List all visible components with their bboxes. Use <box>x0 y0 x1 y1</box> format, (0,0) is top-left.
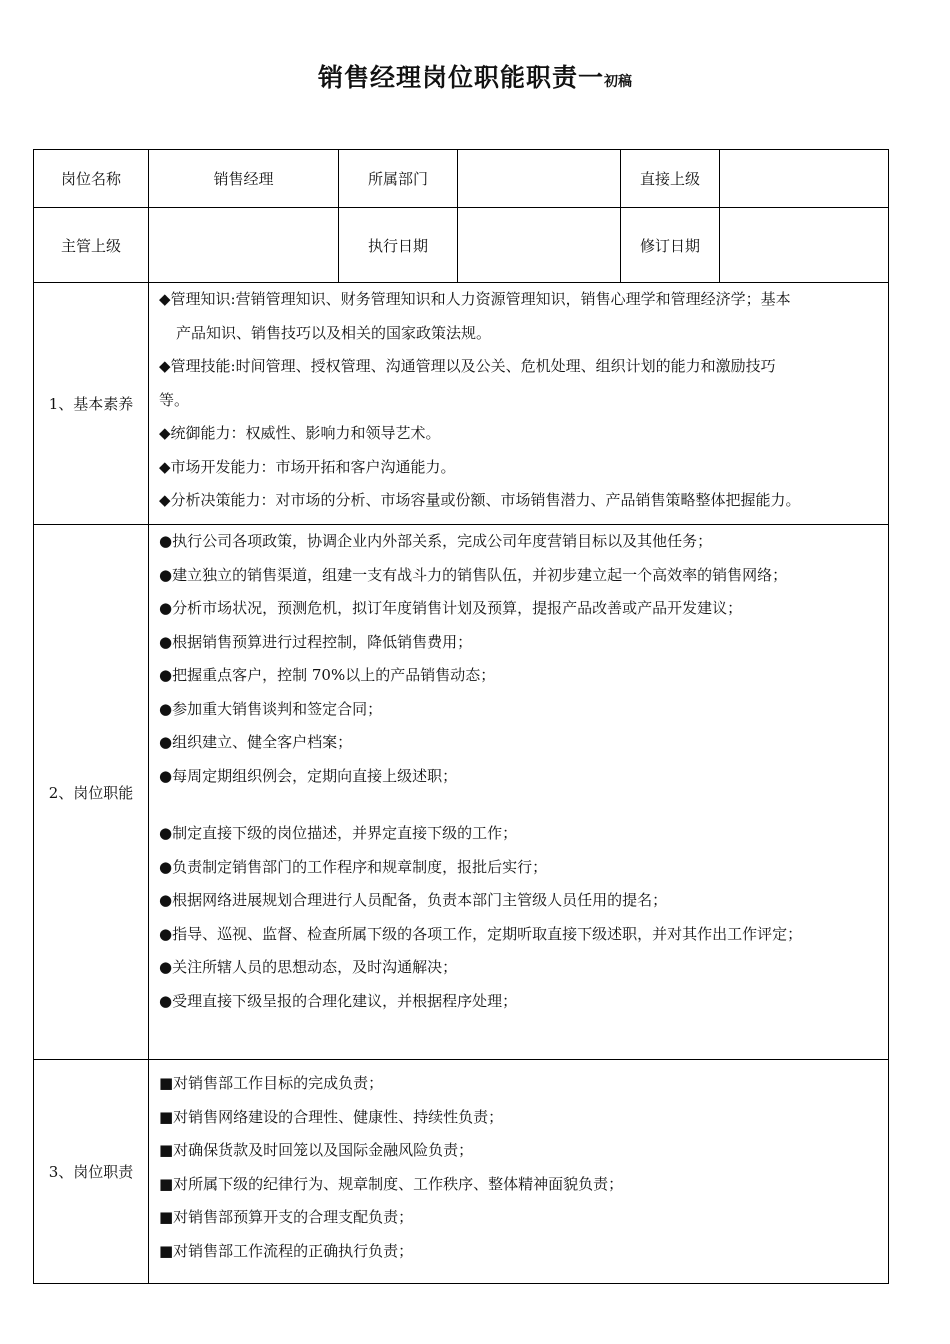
direct-superior-label: 直接上级 <box>621 150 720 208</box>
section-content <box>149 283 889 525</box>
department-label: 所属部门 <box>339 150 458 208</box>
title-draft-note: 初稿 <box>604 74 632 90</box>
list-item: ●分析市场状况，预测危机，拟订年度销售计划及预算，提报产品改善或产品开发建议； <box>159 599 743 617</box>
header-row-2 <box>34 208 889 283</box>
list-item: ●根据销售预算进行过程控制，降低销售费用； <box>159 632 473 651</box>
list-item: ●负责制定销售部门的工作程序和规章制度，报批后实行； <box>159 857 548 876</box>
list-item: ●制定直接下级的岗位描述，并界定直接下级的工作； <box>159 824 518 842</box>
list-item: ●建立独立的销售渠道，组建一支有战斗力的销售队伍，并初步建立起一个高效率的销售网络； <box>159 565 788 584</box>
list-item: ●关注所辖人员的思想动态，及时沟通解决； <box>159 958 458 976</box>
list-item: ●执行公司各项政策，协调企业内外部关系，完成公司年度营销目标以及其他任务； <box>159 532 713 550</box>
header-row-1 <box>34 150 889 208</box>
list-item: ●每周定期组织例会，定期向直接上级述职； <box>159 766 458 785</box>
list-item: ■对销售部预算开支的合理支配负责； <box>159 1208 414 1226</box>
supervisor-value <box>149 208 339 283</box>
list-item: ◆管理技能:时间管理、授权管理、沟通管理以及公关、危机处理、组织计划的能力和激励技巧 <box>159 357 776 375</box>
department-value <box>458 150 621 208</box>
document-title <box>0 58 950 94</box>
list-item: ●受理直接下级呈报的合理化建议，并根据程序处理； <box>159 991 518 1010</box>
section-label: 1、基本素养 <box>34 283 149 525</box>
effective-date-label: 执行日期 <box>339 208 458 283</box>
list-item: 产品知识、销售技巧以及相关的国家政策法规。 <box>176 323 492 342</box>
section-basic-qualities <box>34 283 889 525</box>
section-content <box>149 1060 889 1284</box>
section-label: 2、岗位职能 <box>34 525 149 1060</box>
list-item: ●根据网络进展规划合理进行人员配备，负责本部门主管级人员任用的提名； <box>159 891 668 909</box>
list-item: ■对销售网络建设的合理性、健康性、持续性负责； <box>159 1107 504 1126</box>
revision-date-value <box>720 208 889 283</box>
effective-date-value <box>458 208 621 283</box>
list-item: ●参加重大销售谈判和签定合同； <box>159 699 383 718</box>
direct-superior-value <box>720 150 889 208</box>
job-title-label: 岗位名称 <box>34 150 149 208</box>
list-item: 等。 <box>159 390 190 409</box>
list-item: ●指导、巡视、监督、检查所属下级的各项工作，定期听取直接下级述职，并对其作出工作评定； <box>159 924 803 943</box>
spacer <box>159 793 882 817</box>
section-label: 3、岗位职责 <box>34 1060 149 1284</box>
list-item: ■对销售部工作目标的完成负责； <box>159 1074 384 1092</box>
section-responsibilities <box>34 1060 889 1284</box>
supervisor-label: 主管上级 <box>34 208 149 283</box>
list-item: ■对销售部工作流程的正确执行负责； <box>159 1241 414 1260</box>
list-item: ●把握重点客户，控制 70%以上的产品销售动态； <box>159 666 496 684</box>
list-item: ◆管理知识:营销管理知识、财务管理知识和人力资源管理知识，销售心理学和管理经济学；基本 <box>159 290 791 308</box>
job-description-table <box>33 149 889 1284</box>
title-main: 销售经理岗位职能职责一 <box>317 63 604 92</box>
section-content <box>149 525 889 1060</box>
revision-date-label: 修订日期 <box>621 208 720 283</box>
list-item: ■对所属下级的纪律行为、规章制度、工作秩序、整体精神面貌负责； <box>159 1174 624 1193</box>
list-item: ■对确保货款及时回笼以及国际金融风险负责； <box>159 1141 474 1159</box>
list-item: ◆分析决策能力：对市场的分析、市场容量或份额、市场销售潜力、产品销售策略整体把握能力。 <box>159 491 801 509</box>
job-title-value: 销售经理 <box>149 150 339 208</box>
list-item: ◆市场开发能力：市场开拓和客户沟通能力。 <box>159 457 456 476</box>
list-item: ◆统御能力：权威性、影响力和领导艺术。 <box>159 424 441 442</box>
section-functions <box>34 525 889 1060</box>
list-item: ●组织建立、健全客户档案； <box>159 733 353 751</box>
